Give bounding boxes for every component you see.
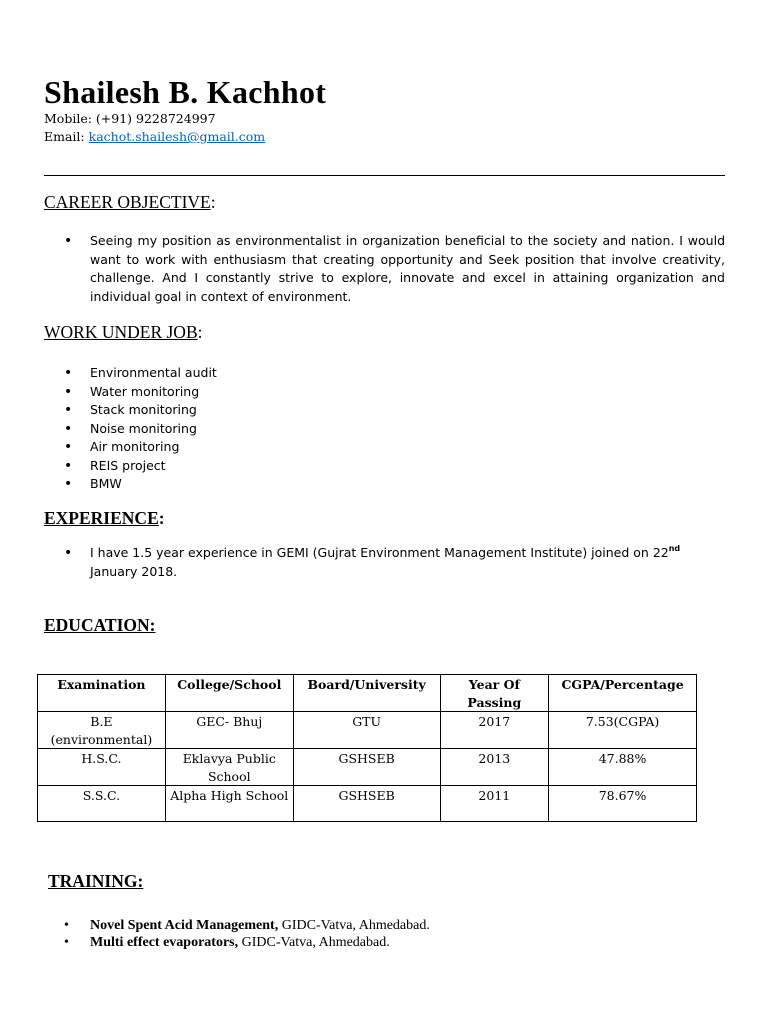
training-title: Novel Spent Acid Management, — [90, 918, 279, 933]
list-item: • Noise monitoring — [44, 420, 725, 439]
training-title: Multi effect evaporators, — [90, 935, 239, 950]
header-divider — [44, 175, 725, 176]
work-under-job-heading-colon: : — [197, 322, 203, 342]
list-item — [44, 544, 725, 581]
column-header: CGPA/Percentage — [549, 675, 697, 712]
list-item: • Water monitoring — [44, 383, 725, 402]
list-item: • Environmental audit — [44, 364, 725, 383]
table-cell: GTU — [293, 712, 440, 749]
column-header: Examination — [38, 675, 166, 712]
table-cell: GSHSEB — [293, 749, 440, 786]
work-under-job-list — [44, 364, 725, 494]
column-header: College/School — [165, 675, 293, 712]
table-cell: Eklavya Public School — [165, 749, 293, 786]
career-objective-list — [44, 232, 725, 306]
table-cell: H.S.C. — [38, 749, 166, 786]
candidate-name: Shailesh B. Kachhot — [44, 74, 327, 110]
training-heading-text: TRAINING: — [48, 871, 144, 891]
list-item: • REIS project — [44, 457, 725, 476]
column-header: Board/University — [293, 675, 440, 712]
work-under-job-heading-text: WORK UNDER JOB — [44, 322, 198, 342]
work-under-job-heading — [44, 322, 203, 343]
experience-heading-colon: : — [158, 508, 165, 528]
education-heading — [44, 615, 156, 636]
email-line — [44, 129, 265, 144]
table-cell: 2017 — [440, 712, 549, 749]
education-heading-text: EDUCATION: — [44, 615, 156, 635]
experience-superscript: nd — [668, 544, 681, 553]
table-cell: B.E (environmental) — [38, 712, 166, 749]
training-list — [44, 917, 725, 951]
table-cell: 2011 — [440, 786, 549, 822]
table-row — [38, 749, 697, 786]
list-item — [44, 934, 725, 951]
table-cell: GSHSEB — [293, 786, 440, 822]
experience-text: I have 1.5 year experience in GEMI (Gujrat Environment Management Institute) joined on 22 — [90, 545, 669, 560]
mobile-label: Mobile: — [44, 111, 92, 126]
career-objective-heading — [44, 192, 216, 213]
table-row — [38, 786, 697, 822]
experience-heading-text: EXPERIENCE — [44, 508, 159, 528]
training-heading — [48, 871, 143, 892]
table-cell: 2013 — [440, 749, 549, 786]
table-row — [38, 712, 697, 749]
training-location: GIDC-Vatva, Ahmedabad. — [278, 918, 430, 933]
table-cell: Alpha High School — [165, 786, 293, 822]
list-item — [44, 917, 725, 934]
email-link[interactable]: kachot.shailesh@gmail.com — [88, 129, 266, 144]
table-cell: 47.88% — [549, 749, 697, 786]
list-item: • BMW — [44, 475, 725, 494]
table-cell: 7.53(CGPA) — [549, 712, 697, 749]
table-cell: 78.67% — [549, 786, 697, 822]
experience-heading — [44, 508, 165, 529]
mobile-number: (+91) 9228724997 — [95, 111, 216, 126]
table-header-row — [38, 675, 697, 712]
experience-text-end: January 2018. — [90, 563, 178, 579]
email-label: Email: — [44, 129, 85, 144]
career-objective-heading-colon: : — [210, 192, 216, 212]
mobile-line — [44, 111, 216, 126]
education-table — [37, 674, 697, 822]
list-item: • Seeing my position as environmentalist in organization beneficial to the society and nation. I would want to work with enthusiasm that creating opportunity and Seek position that involve creativity, challenge. And I constantly strive to explore, innovate and excel in attaining organization and individual goal in context of environment. — [44, 232, 725, 306]
column-header: Year Of Passing — [440, 675, 549, 712]
training-location: GIDC-Vatva, Ahmedabad. — [238, 935, 390, 950]
experience-list — [44, 544, 725, 581]
list-item: • Air monitoring — [44, 438, 725, 457]
table-cell: S.S.C. — [38, 786, 166, 822]
career-objective-heading-text: CAREER OBJECTIVE — [44, 192, 211, 212]
table-cell: GEC- Bhuj — [165, 712, 293, 749]
list-item: • Stack monitoring — [44, 401, 725, 420]
